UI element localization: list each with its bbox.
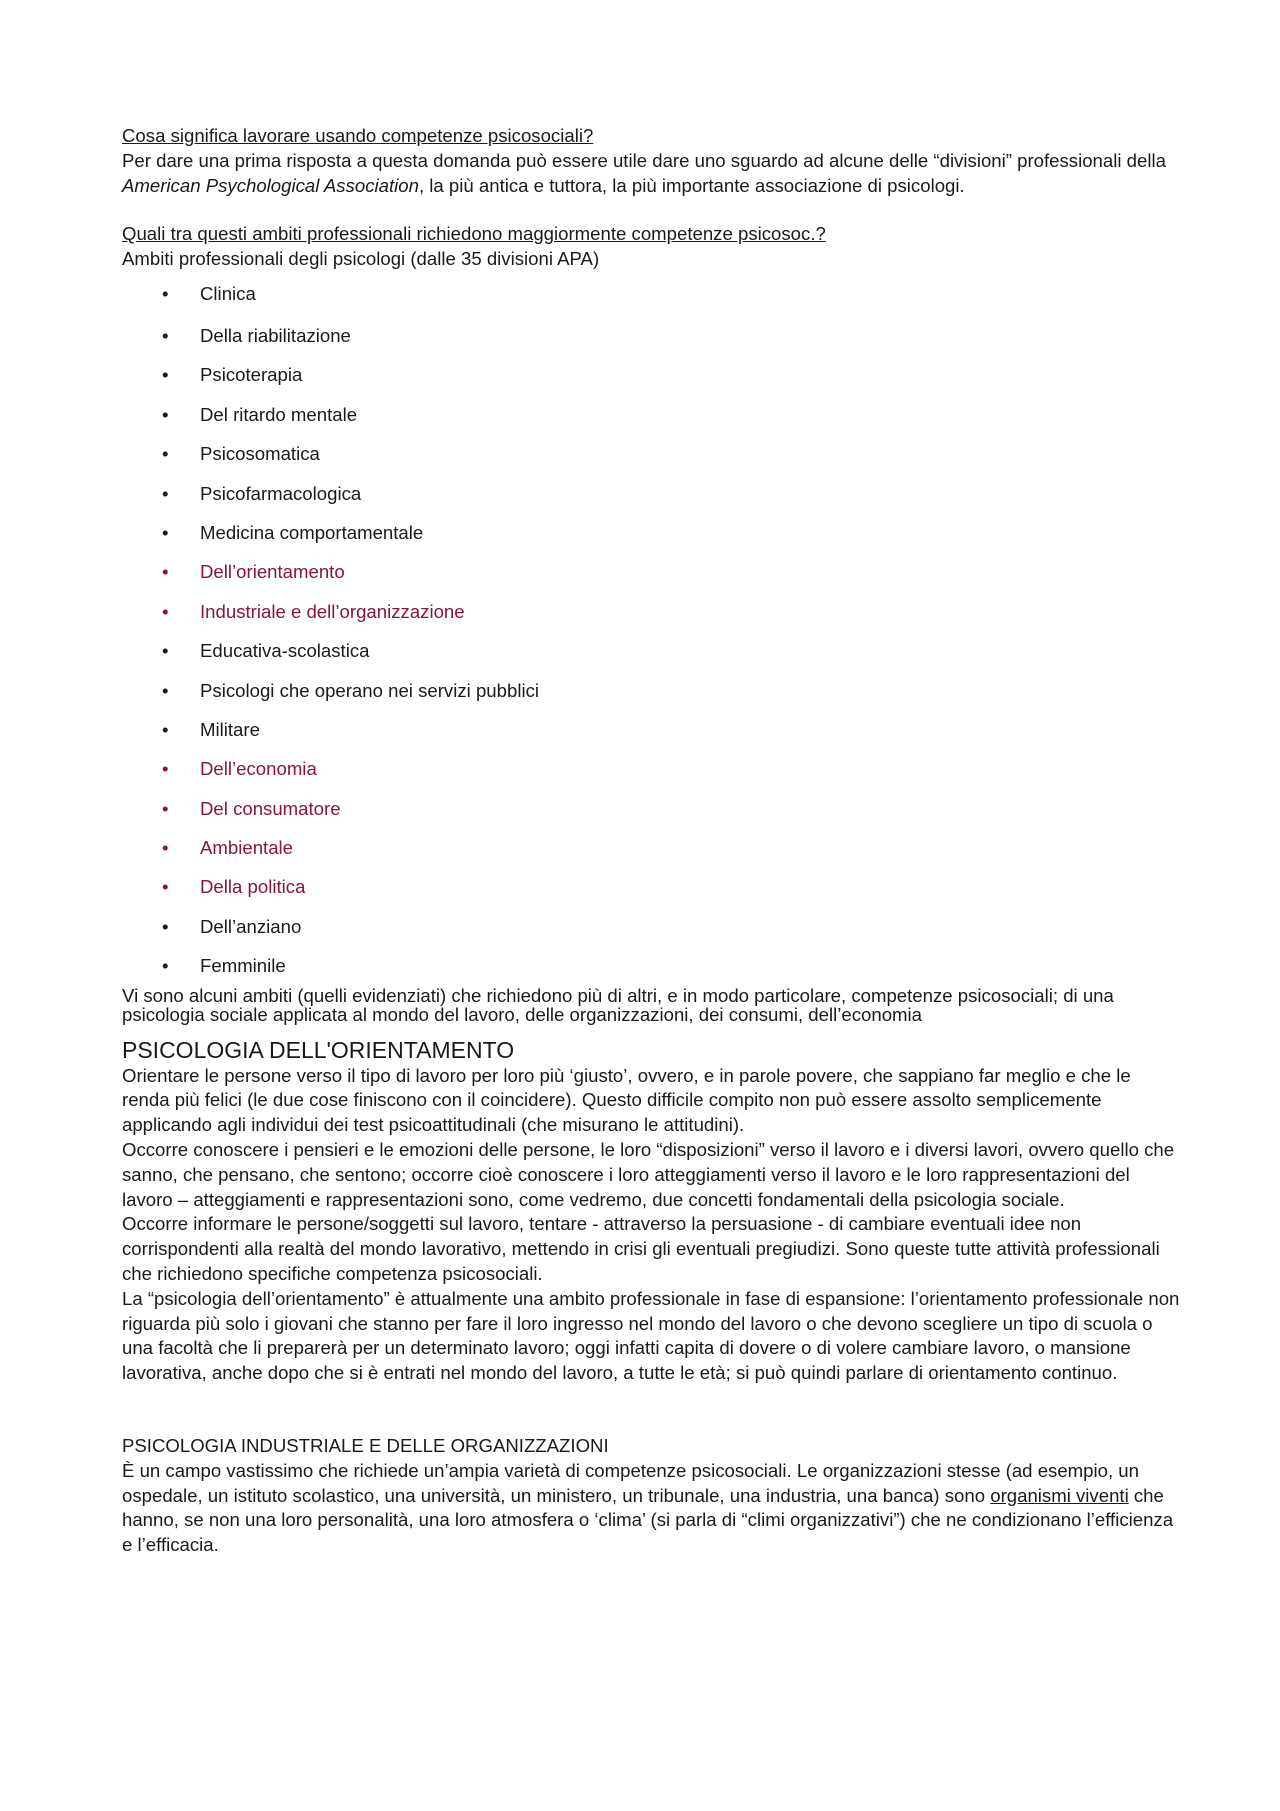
industriale-heading: PSICOLOGIA INDUSTRIALE E DELLE ORGANIZZAZIONI (122, 1434, 609, 1456)
list-item (122, 482, 1182, 521)
list-item-label: Ambientale (200, 837, 294, 859)
apa-name: American Psychological Association (122, 174, 419, 196)
list-item-label: Educativa-scolastica (200, 640, 370, 662)
list-item-label: Dell’anziano (200, 915, 302, 937)
orientamento-heading: PSICOLOGIA DELL'ORIENTAMENTO (122, 1036, 515, 1063)
list-item-label: Medicina comportamentale (200, 521, 424, 543)
orientamento-paragraph-3: Occorre informare le persone/soggetti sul lavoro, tentare - attraverso la persuasione - di cambiare eventuali idee non corrispondenti alla realtà del mondo lavorativo, mettendo in crisi gli eventuali pregiudizi. Sono queste tutte attività professionali che richiedono specifiche competenza psicosociali. (122, 1213, 1160, 1284)
ambiti-list (122, 282, 1182, 994)
list-item (122, 324, 1182, 363)
industriale-paragraph-text-end: che hanno, se non una loro personalità, una loro atmosfera o ‘clima’ (si parla di “climi organizzativi”) che ne condizionano l’efficienza e l’efficacia. (122, 1484, 1174, 1556)
list-item (122, 521, 1182, 560)
intro-paragraph-text: Per dare una prima risposta a questa domanda può essere utile dare uno sguardo ad alcune delle “divisioni” professionali della (122, 149, 1166, 171)
intro-question-heading: Cosa significa lavorare usando competenze psicosociali? (122, 125, 594, 146)
list-item (122, 442, 1182, 481)
list-item (122, 757, 1182, 796)
bullet-icon: • (162, 282, 169, 304)
bullet-icon: • (162, 876, 169, 898)
document-page (122, 124, 1182, 1558)
list-item-label: Femminile (200, 955, 286, 977)
industriale-paragraph (122, 1459, 1182, 1558)
intro-paragraph-text-end: , la più antica e tuttora, la più importante associazione di psicologi. (418, 174, 965, 196)
list-item-label: Militare (200, 718, 260, 740)
ambiti-subtitle: Ambiti professionali degli psicologi (dalle 35 divisioni APA) (122, 248, 600, 270)
list-item (122, 679, 1182, 718)
bullet-icon: • (162, 324, 169, 346)
orientamento-paragraph-1: Orientare le persone verso il tipo di lavoro per loro più ‘giusto’, ovvero, e in parole povere, che sappiano far meglio e che le renda più felici (le due cose finiscono con il coincidere). Questo difficile compito non può essere assolto semplicemente applicando agli individui dei test psicoattitudinali (che misurano le attitudini). (122, 1064, 1131, 1136)
list-item-label: Psicofarmacologica (200, 482, 362, 504)
bullet-icon: • (162, 521, 169, 543)
list-item (122, 282, 1182, 324)
organismi-viventi-underlined: organismi viventi (990, 1484, 1129, 1506)
list-item-label: Del consumatore (200, 797, 341, 819)
list-item-label: Psicologi che operano nei servizi pubblici (200, 679, 540, 701)
bullet-icon: • (162, 561, 169, 583)
bullet-icon: • (162, 679, 169, 701)
list-item-label: Del ritardo mentale (200, 403, 358, 425)
list-item (122, 875, 1182, 914)
ambiti-question-heading: Quali tra questi ambiti professionali richiedono maggiormente competenze psicosoc.? (122, 223, 826, 245)
spacer (122, 198, 1182, 222)
list-item (122, 403, 1182, 442)
list-item (122, 797, 1182, 836)
intro-paragraph (122, 149, 1182, 199)
list-item (122, 560, 1182, 599)
list-item-label: Psicosomatica (200, 443, 320, 465)
list-item-label: Industriale e dell’organizzazione (200, 600, 465, 622)
bullet-icon: • (162, 837, 169, 859)
bullet-icon: • (162, 955, 169, 977)
list-item (122, 600, 1182, 639)
bullet-icon: • (162, 758, 169, 780)
bullet-icon: • (162, 403, 169, 425)
orientamento-paragraph-4: La “psicologia dell’orientamento” è attualmente una ambito professionale in fase di espansione: l’orientamento professionale non riguarda più solo i giovani che stanno per fare il loro ingresso nel mondo del lavoro o che devono scegliere un tipo di scuola o una facoltà che li preparerà per un determinato lavoro; oggi infatti capita di dovere o di volere cambiare lavoro, o mansione lavorativa, anche dopo che si è entrati nel mondo del lavoro, a tutte le età; si può quindi parlare di orientamento continuo. (122, 1287, 1180, 1384)
list-item (122, 639, 1182, 678)
list-item (122, 718, 1182, 757)
bullet-icon: • (162, 718, 169, 740)
list-item (122, 836, 1182, 875)
list-item-label: Clinica (200, 282, 256, 304)
bullet-icon: • (162, 600, 169, 622)
list-item-label: Psicoterapia (200, 364, 303, 386)
industriale-paragraph-text: È un campo vastissimo che richiede un’ampia varietà di competenze psicosociali. Le organizzazioni stesse (ad esempio, un ospedale, un istituto scolastico, una università, un ministero, un tribunale, una industria, una banca) sono (122, 1459, 1139, 1506)
bullet-icon: • (162, 482, 169, 504)
bullet-icon: • (162, 915, 169, 937)
list-item-label: Dell’economia (200, 758, 317, 780)
bullet-icon: • (162, 640, 169, 662)
list-item-label: Della riabilitazione (200, 324, 351, 346)
list-item-label: Dell’orientamento (200, 561, 345, 583)
ambiti-conclusion: Vi sono alcuni ambiti (quelli evidenziati) che richiedono più di altri, e in modo particolare, competenze psicosociali; di una psicologia sociale applicata al mondo del lavoro, delle organizzazioni, dei consumi, dell’economia (122, 984, 1114, 1025)
list-item-label: Della politica (200, 876, 306, 898)
list-item (122, 915, 1182, 954)
list-item (122, 954, 1182, 993)
bullet-icon: • (162, 364, 169, 386)
bullet-icon: • (162, 443, 169, 465)
orientamento-paragraph-2: Occorre conoscere i pensieri e le emozioni delle persone, le loro “disposizioni” verso il lavoro e i diversi lavori, ovvero quello che sanno, che pensano, che sentono; occorre cioè conoscere i loro atteggiamenti verso il lavoro e le loro rappresentazioni del lavoro – atteggiamenti e rappresentazioni sono, come vedremo, due concetti fondamentali della psicologia sociale. (122, 1139, 1175, 1210)
bullet-icon: • (162, 797, 169, 819)
list-item (122, 363, 1182, 402)
